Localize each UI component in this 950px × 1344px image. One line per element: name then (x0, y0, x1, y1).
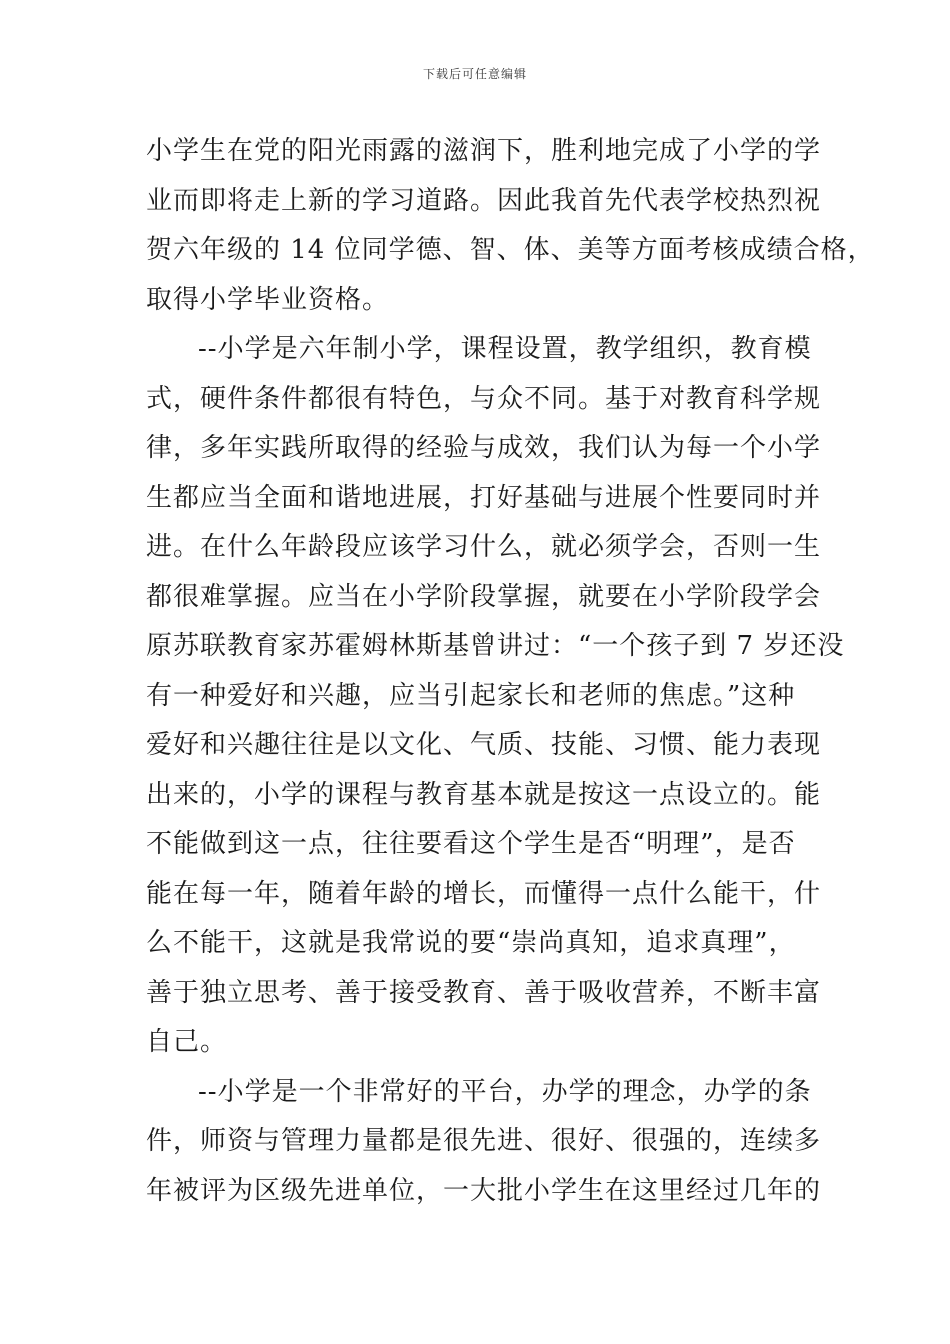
text-line: 能在每一年，随着年龄的增长，而懂得一点什么能干，什 (146, 878, 822, 909)
body-text (146, 127, 875, 1216)
paragraph (146, 325, 845, 1068)
text-line: 小学生在党的阳光雨露的滋润下，胜利地完成了小学的学 (146, 136, 822, 166)
text-line: 进。在什么年龄段应该学习什么，就必须学会，否则一生 (146, 532, 822, 562)
text-line: --小学是一个非常好的平台，办学的理念，办学的条 (198, 1076, 812, 1107)
text-line: 业而即将走上新的学习道路。因此我首先代表学校热烈祝 (146, 185, 822, 216)
text-line: --小学是六年制小学，课程设置，教学组织，教育模 (198, 334, 812, 364)
paragraph (146, 1068, 826, 1217)
text-line: 律，多年实践所取得的经验与成效，我们认为每一个小学 (146, 433, 822, 463)
text-line: 爱好和兴趣往往是以文化、气质、技能、习惯、能力表现 (146, 730, 822, 760)
text-line: 原苏联教育家苏霍姆林斯基曾讲过：“一个孩子到 7 岁还没 (146, 631, 845, 661)
text-line: 不能做到这一点，往往要看这个学生是否“明理”，是否 (146, 829, 796, 859)
paragraph (146, 127, 875, 325)
text-line: 自己。 (146, 1027, 228, 1057)
text-line: 出来的，小学的课程与教育基本就是按这一点设立的。能 (146, 779, 822, 810)
page-header: 下载后可任意编辑 (422, 67, 527, 81)
text-line: 生都应当全面和谐地进展，打好基础与进展个性要同时并 (146, 482, 822, 513)
text-line: 有一种爱好和兴趣，应当引起家长和老师的焦虑。”这种 (146, 680, 796, 711)
text-line: 年被评为区级先进单位，一大批小学生在这里经过几年的 (146, 1175, 822, 1206)
text-line: 件，师资与管理力量都是很先进、很好、很强的，连续多 (146, 1126, 822, 1156)
text-line: 式，硬件条件都很有特色，与众不同。基于对教育科学规 (146, 383, 822, 414)
text-line: 么不能干，这就是我常说的要“崇尚真知，追求真理”， (146, 928, 796, 958)
text-line: 善于独立思考、善于接受教育、善于吸收营养，不断丰富 (146, 977, 822, 1008)
text-line: 取得小学毕业资格。 (146, 284, 390, 315)
text-line: 贺六年级的 14 位同学德、智、体、美等方面考核成绩合格， (146, 235, 875, 265)
text-line: 都很难掌握。应当在小学阶段掌握，就要在小学阶段学会 (146, 581, 822, 612)
